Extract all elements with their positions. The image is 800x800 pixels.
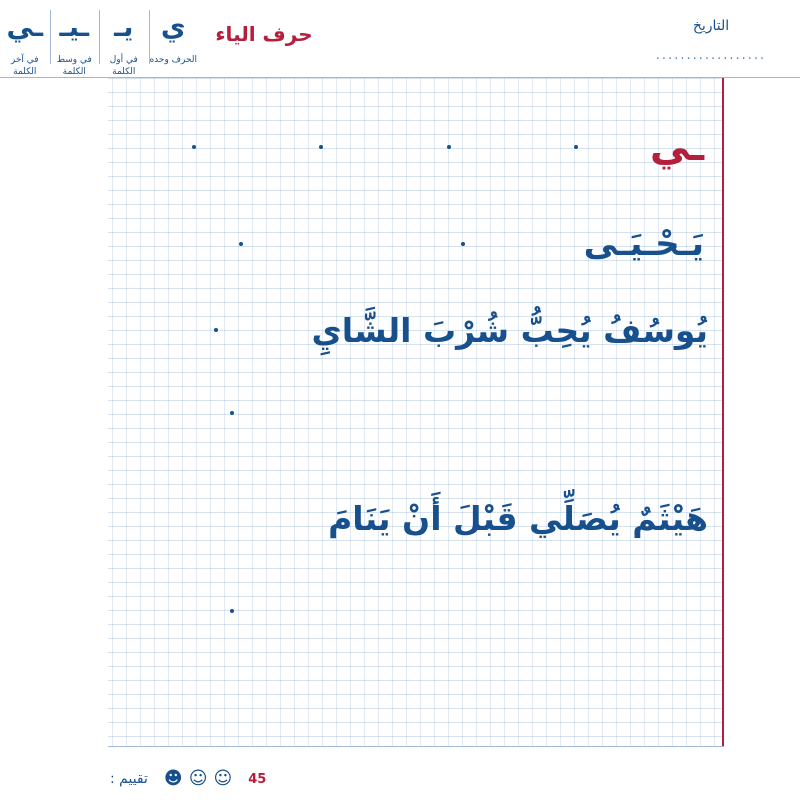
form-glyph-medial: ـيـ: [59, 12, 89, 43]
form-divider: [50, 10, 51, 64]
form-caption-final: في آخر الكلمة: [10, 55, 39, 77]
date-value[interactable]: ..................: [655, 48, 767, 63]
form-caption-initial: في أول الكلمة: [109, 55, 138, 77]
guide-dots: [112, 609, 714, 613]
practice-row[interactable]: [112, 218, 714, 270]
practice-sentence-2: هَيْثَمٌ يُصَلِّي قَبْلَ أَنْ يَنَامَ: [328, 498, 708, 538]
page-footer: [0, 746, 800, 800]
left-margin-blank: [0, 78, 108, 746]
letter-form-initial: [99, 4, 149, 78]
letter-forms-row: [0, 4, 198, 82]
guide-dot: [447, 145, 451, 149]
right-margin-blank: [724, 78, 800, 746]
evaluation-smileys[interactable]: [164, 770, 232, 788]
letter-form-final: [0, 4, 50, 78]
guide-dot: [230, 609, 234, 613]
guide-dot: [461, 242, 465, 246]
form-divider: [99, 10, 100, 64]
guide-dot: [192, 145, 196, 149]
evaluation-label: تقييم :: [110, 771, 148, 787]
practice-row[interactable]: [112, 488, 714, 548]
practice-row[interactable]: [112, 120, 714, 174]
guide-dot: [239, 242, 243, 246]
form-divider: [149, 10, 150, 64]
guide-dot: [574, 145, 578, 149]
margin-line: [722, 78, 724, 746]
practice-row-blank[interactable]: [112, 598, 714, 624]
page-header: [0, 0, 800, 78]
page-number: 45: [248, 771, 267, 787]
guide-dot: [319, 145, 323, 149]
form-caption-medial: في وسط الكلمة: [56, 55, 92, 77]
model-letter: ـي: [649, 124, 704, 170]
form-glyph-final: ـي: [6, 12, 44, 43]
smiley-neutral-icon[interactable]: ☺: [213, 768, 233, 789]
smiley-very-happy-icon[interactable]: ☻: [163, 768, 183, 789]
form-glyph-initial: يـ: [114, 12, 134, 43]
guide-dot: [230, 411, 234, 415]
guide-dots: [112, 411, 714, 415]
date-label: التاريخ: [692, 18, 730, 34]
letter-form-medial: [50, 4, 100, 78]
date-block: [636, 18, 786, 63]
writing-grid: [0, 78, 800, 746]
guide-dots: [112, 145, 650, 149]
practice-row-blank[interactable]: [112, 400, 714, 426]
practice-sentence-1: يُوسُفُ يُحِبُّ شُرْبَ الشَّايِ: [311, 310, 708, 350]
smiley-happy-icon[interactable]: ☺: [188, 768, 208, 789]
guide-dot: [214, 328, 218, 332]
footer-divider: [108, 746, 724, 747]
form-caption-isolated: الحرف وحده: [149, 55, 198, 65]
practice-row[interactable]: [112, 300, 714, 360]
form-glyph-isolated: ي: [160, 12, 186, 43]
guide-dots: [112, 328, 312, 332]
practice-word: يَـحْـيَـى: [583, 224, 704, 264]
guide-dots: [112, 242, 584, 246]
page-title: حرف الياء: [215, 22, 313, 46]
letter-form-isolated: [149, 4, 199, 78]
